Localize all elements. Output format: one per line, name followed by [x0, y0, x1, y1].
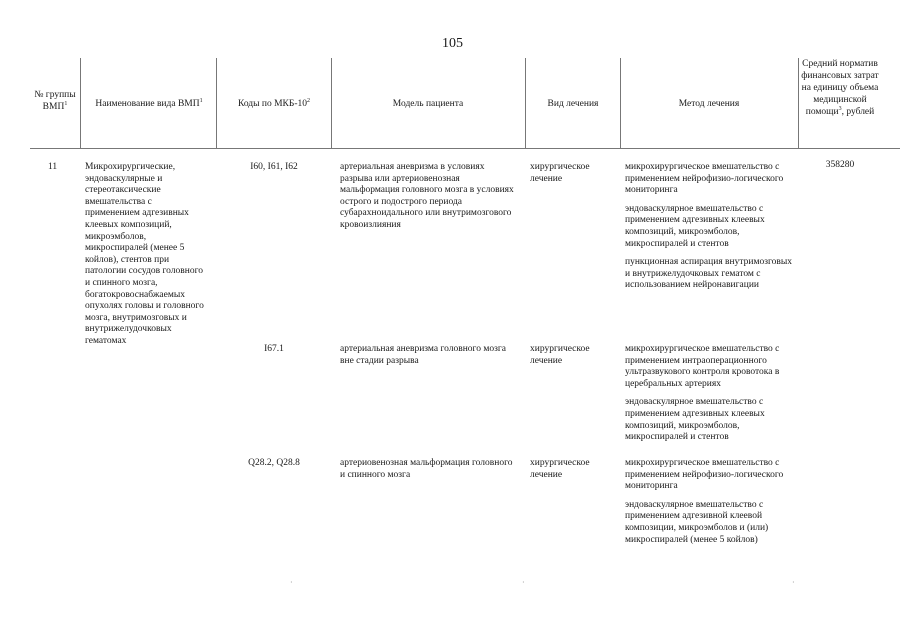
header-model: Модель пациента [392, 99, 464, 109]
subrow-codes: I67.1 [264, 344, 284, 354]
header-codes [218, 98, 330, 110]
header-cost-text: Средний норматив финансовых затрат на единицу объема медицинской помощи [801, 59, 879, 117]
header-treatment: Вид лечения [547, 99, 599, 109]
header-footnote-mark: 1 [199, 97, 203, 104]
method-item: микрохирургическое вмешательство с применением нейрофизио-логического мониторинга [625, 458, 784, 492]
header-footnote-mark: 3 [838, 105, 842, 112]
header-cost-tail: , рублей [841, 107, 875, 117]
page-number: 105 [442, 36, 463, 51]
header-footnote-mark: 1 [64, 100, 68, 107]
header-name [84, 98, 214, 110]
header-group-no [32, 89, 78, 113]
subrow-model: артериовенозная мальформация головного и спинного мозга [340, 458, 513, 480]
scan-speck: · [792, 578, 795, 587]
method-item: эндоваскулярное вмешательство с применением адгезивных клеевых композиций, микроэмболов, микроспиралей и стентов [625, 203, 765, 249]
subrow-treatment: хирургическое лечение [530, 344, 590, 366]
header-divider [331, 58, 332, 148]
subrow-treatment: хирургическое лечение [530, 162, 590, 184]
subrow-model: артериальная аневризма головного мозга вне стадии разрыва [340, 344, 506, 366]
row-vmp-name: Микрохирургические, эндоваскулярные и стереотаксические вмешательства с применением адгезивных клеевых композиций, микроэмболов, микроспиралей (менее 5 койлов), стентов при патологии сосудов головного и спинного мозга, богатокровоснабжаемых опухолях головы и головного мозга, внутримозговых и внутрижелудочковых гематомах [85, 162, 204, 346]
header-codes-text: Коды по МКБ-10 [237, 99, 308, 109]
header-bottom-border [30, 148, 900, 149]
method-item: микрохирургическое вмешательство с применением нейрофизио-логического мониторинга [625, 162, 784, 196]
method-item: эндоваскулярное вмешательство с применением адгезивных клеевых композиций, микроэмболов, микроспиралей и стентов [625, 397, 765, 443]
row-cost: 358280 [825, 160, 855, 170]
subrow-methods [625, 344, 797, 451]
header-name-text: Наименование вида ВМП [95, 99, 200, 109]
method-item: пункционная аспирация внутримозговых и внутрижелудочковых гематом с использованием нейронавигации [625, 257, 793, 291]
header-group-no-text: № группы ВМП [34, 90, 76, 112]
header-cost [800, 58, 880, 118]
scan-speck: · [522, 578, 525, 587]
header-divider [525, 58, 526, 148]
subrow-model: артериальная аневризма в условиях разрыва или артериовенозная мальформация головного мозга в условиях острого и подострого периода субарахноидального или внутримозгового кровоизлияния [340, 162, 514, 230]
row-group-number: 11 [48, 162, 58, 172]
header-divider [216, 58, 217, 148]
header-footnote-mark: 2 [307, 97, 311, 104]
subrow-methods [625, 162, 797, 299]
subrow-codes: Q28.2, Q28.8 [248, 458, 300, 468]
subrow-treatment: хирургическое лечение [530, 458, 590, 480]
subrow-codes: I60, I61, I62 [250, 162, 298, 172]
subrow-methods [625, 458, 797, 553]
header-divider [620, 58, 621, 148]
method-item: эндоваскулярное вмешательство с применением адгезивной клеевой композиции, микроэмболов и (или) микроспиралей (менее 5 койлов) [625, 499, 769, 545]
method-item: микрохирургическое вмешательство с применением интраоперационного ультразвукового контроля кровотока в церебральных артериях [625, 344, 780, 389]
header-method: Метод лечения [678, 99, 740, 109]
scan-speck: · [290, 578, 293, 587]
header-divider [798, 58, 799, 148]
header-divider [80, 58, 81, 148]
